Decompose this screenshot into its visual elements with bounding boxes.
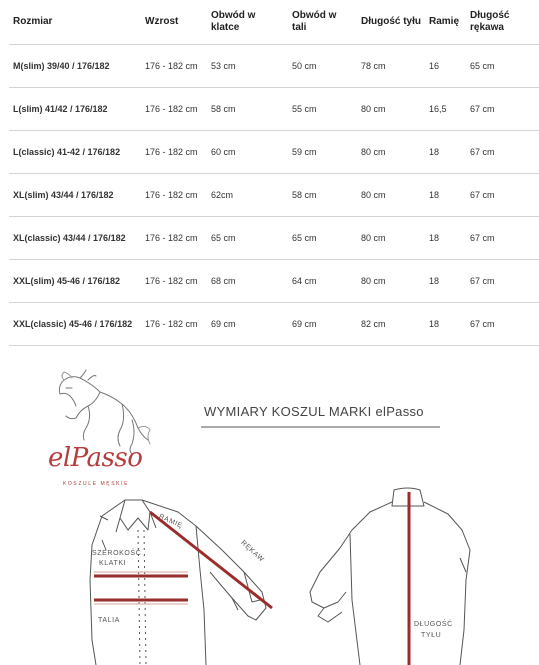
cell-waist: 65 cm	[288, 217, 357, 260]
cell-chest: 53 cm	[207, 45, 288, 88]
cell-chest: 65 cm	[207, 217, 288, 260]
cell-size: M(slim) 39/40 / 176/182	[9, 45, 141, 88]
cell-sleeve: 67 cm	[466, 217, 539, 260]
cell-back-length: 80 cm	[357, 174, 425, 217]
header-dlugosc-tylu: Długość tyłu	[357, 0, 425, 45]
cell-shoulder: 18	[425, 131, 466, 174]
cell-shoulder: 18	[425, 260, 466, 303]
shirt-measurement-figure	[0, 340, 539, 665]
cell-chest: 68 cm	[207, 260, 288, 303]
table-row	[9, 174, 539, 217]
size-table	[9, 0, 539, 346]
table-row	[9, 131, 539, 174]
figure-title: WYMIARY KOSZUL MARKI elPasso	[204, 404, 424, 419]
label-dlugosc: DŁUGOŚĆ	[414, 621, 453, 628]
cell-height: 176 - 182 cm	[141, 217, 207, 260]
cell-chest: 69 cm	[207, 303, 288, 346]
cell-back-length: 80 cm	[357, 260, 425, 303]
cell-height: 176 - 182 cm	[141, 260, 207, 303]
cell-chest: 58 cm	[207, 88, 288, 131]
cell-shoulder: 18	[425, 217, 466, 260]
logo-subtitle: KOSZULE MĘSKIE	[63, 481, 130, 487]
label-klatki: KLATKI	[99, 560, 127, 567]
header-ramie: Ramię	[425, 0, 466, 45]
label-rekaw: RĘKAW	[239, 539, 266, 564]
cell-size: XXL(slim) 45-46 / 176/182	[9, 260, 141, 303]
cell-height: 176 - 182 cm	[141, 303, 207, 346]
cell-waist: 64 cm	[288, 260, 357, 303]
shirt-drawings	[0, 340, 539, 665]
cell-sleeve: 65 cm	[466, 45, 539, 88]
cell-height: 176 - 182 cm	[141, 45, 207, 88]
header-obwod-klatki: Obwód w klatce	[207, 0, 288, 45]
cell-waist: 55 cm	[288, 88, 357, 131]
cell-waist: 50 cm	[288, 45, 357, 88]
horse-logo-icon	[59, 370, 150, 454]
cell-waist: 59 cm	[288, 131, 357, 174]
cell-height: 176 - 182 cm	[141, 174, 207, 217]
label-szerokosc: SZEROKOŚĆ	[92, 550, 142, 557]
cell-waist: 58 cm	[288, 174, 357, 217]
cell-size: XL(slim) 43/44 / 176/182	[9, 174, 141, 217]
back-shirt-drawing	[310, 488, 470, 665]
cell-height: 176 - 182 cm	[141, 88, 207, 131]
label-talia: TALIA	[98, 617, 120, 624]
cell-size: XL(classic) 43/44 / 176/182	[9, 217, 141, 260]
cell-back-length: 82 cm	[357, 303, 425, 346]
cell-back-length: 80 cm	[357, 88, 425, 131]
table-row	[9, 217, 539, 260]
elpasso-logo: elPasso	[48, 443, 143, 473]
cell-size: L(slim) 41/42 / 176/182	[9, 88, 141, 131]
cell-sleeve: 67 cm	[466, 131, 539, 174]
cell-sleeve: 67 cm	[466, 260, 539, 303]
table-row	[9, 45, 539, 88]
cell-shoulder: 18	[425, 303, 466, 346]
cell-chest: 60 cm	[207, 131, 288, 174]
label-tylu: TYŁU	[421, 632, 442, 639]
cell-shoulder: 18	[425, 174, 466, 217]
cell-shoulder: 16,5	[425, 88, 466, 131]
cell-back-length: 80 cm	[357, 217, 425, 260]
header-obwod-tali: Obwód w tali	[288, 0, 357, 45]
table-row	[9, 88, 539, 131]
label-ramie: RAMIĘ	[157, 513, 184, 530]
cell-sleeve: 67 cm	[466, 303, 539, 346]
cell-height: 176 - 182 cm	[141, 131, 207, 174]
header-dlugosc-rekawa: Długość rękawa	[466, 0, 539, 45]
cell-chest: 62cm	[207, 174, 288, 217]
table-header-row	[9, 0, 539, 45]
cell-waist: 69 cm	[288, 303, 357, 346]
cell-size: XXL(classic) 45-46 / 176/182	[9, 303, 141, 346]
cell-sleeve: 67 cm	[466, 88, 539, 131]
cell-back-length: 78 cm	[357, 45, 425, 88]
cell-sleeve: 67 cm	[466, 174, 539, 217]
cell-size: L(classic) 41-42 / 176/182	[9, 131, 141, 174]
table-row	[9, 260, 539, 303]
cell-shoulder: 16	[425, 45, 466, 88]
header-wzrost: Wzrost	[141, 0, 207, 45]
cell-back-length: 80 cm	[357, 131, 425, 174]
header-rozmiar: Rozmiar	[9, 0, 141, 45]
